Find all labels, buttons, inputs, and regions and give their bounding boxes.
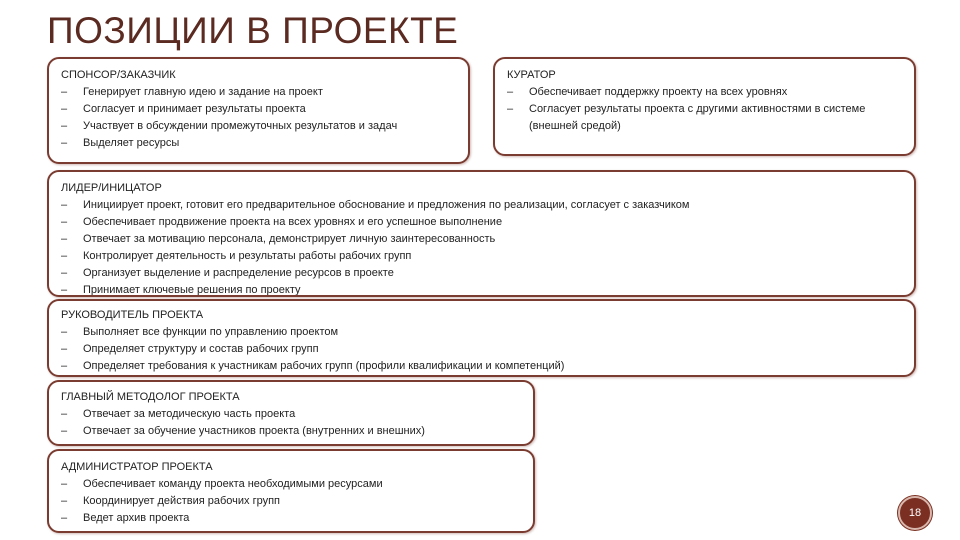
- bullet-dash: –: [61, 425, 68, 437]
- bullet-dash: –: [61, 120, 68, 132]
- list-item: – Участвует в обсуждении промежуточных результатов и задач: [61, 118, 458, 135]
- role-items: [61, 197, 904, 297]
- role-items: [61, 476, 523, 527]
- bullet-dash: –: [61, 103, 68, 115]
- role-title: РУКОВОДИТЕЛЬ ПРОЕКТА: [61, 309, 204, 321]
- role-box-curator: [493, 57, 916, 156]
- bullet-dash: –: [61, 284, 68, 296]
- bullet-dash: –: [507, 103, 514, 115]
- role-items: [61, 406, 523, 440]
- list-item: – Координирует действия рабочих групп: [61, 493, 523, 510]
- role-box-administrator: [47, 449, 535, 533]
- list-item: – Генерирует главную идею и задание на проект: [61, 84, 458, 101]
- bullet-dash: –: [61, 478, 68, 490]
- bullet-dash: –: [61, 250, 68, 262]
- list-item: – Обеспечивает продвижение проекта на всех уровнях и его успешное выполнение: [61, 214, 904, 231]
- page-number-badge: 18: [898, 496, 932, 530]
- role-box-methodologist: [47, 380, 535, 446]
- role-items: [61, 84, 458, 152]
- role-title: АДМИНИСТРАТОР ПРОЕКТА: [61, 461, 213, 473]
- list-item: – Обеспечивает поддержку проекту на всех уровнях: [507, 84, 904, 101]
- role-box-leader: [47, 170, 916, 297]
- bullet-dash: –: [61, 512, 68, 524]
- bullet-dash: –: [61, 233, 68, 245]
- bullet-dash: –: [61, 199, 68, 211]
- list-item: – Отвечает за методическую часть проекта: [61, 406, 523, 423]
- bullet-dash: –: [61, 326, 68, 338]
- bullet-dash: –: [507, 86, 514, 98]
- role-title: СПОНСОР/ЗАКАЗЧИК: [61, 69, 176, 81]
- list-item: – Принимает ключевые решения по проекту: [61, 282, 904, 297]
- bullet-dash: –: [61, 360, 68, 372]
- list-item: – Определяет требования к участникам рабочих групп (профили квалификации и компетенций): [61, 358, 904, 375]
- bullet-dash: –: [61, 343, 68, 355]
- list-item: – Контролирует деятельность и результаты работы рабочих групп: [61, 248, 904, 265]
- bullet-dash: –: [61, 137, 68, 149]
- bullet-dash: –: [61, 86, 68, 98]
- bullet-dash: –: [61, 408, 68, 420]
- bullet-dash: –: [61, 267, 68, 279]
- list-item: – Отвечает за мотивацию персонала, демонстрирует личную заинтересованность: [61, 231, 904, 248]
- list-item: – Инициирует проект, готовит его предварительное обоснование и предложения по реализации, согласует с заказчиком: [61, 197, 904, 214]
- list-item: – Организует выделение и распределение ресурсов в проекте: [61, 265, 904, 282]
- role-items: [507, 84, 904, 135]
- role-box-project-manager: [47, 299, 916, 377]
- slide-title: ПОЗИЦИИ В ПРОЕКТЕ: [47, 10, 459, 51]
- bullet-dash: –: [61, 495, 68, 507]
- list-item: – Выделяет ресурсы: [61, 135, 458, 152]
- list-item: – Определяет структуру и состав рабочих групп: [61, 341, 904, 358]
- list-item: – Выполняет все функции по управлению проектом: [61, 324, 904, 341]
- list-item: – Ведет архив проекта: [61, 510, 523, 527]
- list-item: – Отвечает за обучение участников проекта (внутренних и внешних): [61, 423, 523, 440]
- role-items: [61, 324, 904, 375]
- role-title: ГЛАВНЫЙ МЕТОДОЛОГ ПРОЕКТА: [61, 391, 240, 403]
- list-item: – Согласует и принимает результаты проекта: [61, 101, 458, 118]
- role-title: КУРАТОР: [507, 69, 556, 81]
- bullet-dash: –: [61, 216, 68, 228]
- list-item: – Согласует результаты проекта с другими активностями в системе (внешней средой): [507, 101, 904, 135]
- list-item: – Обеспечивает команду проекта необходимыми ресурсами: [61, 476, 523, 493]
- role-title: ЛИДЕР/ИНИЦАТОР: [61, 182, 162, 194]
- role-box-sponsor: [47, 57, 470, 164]
